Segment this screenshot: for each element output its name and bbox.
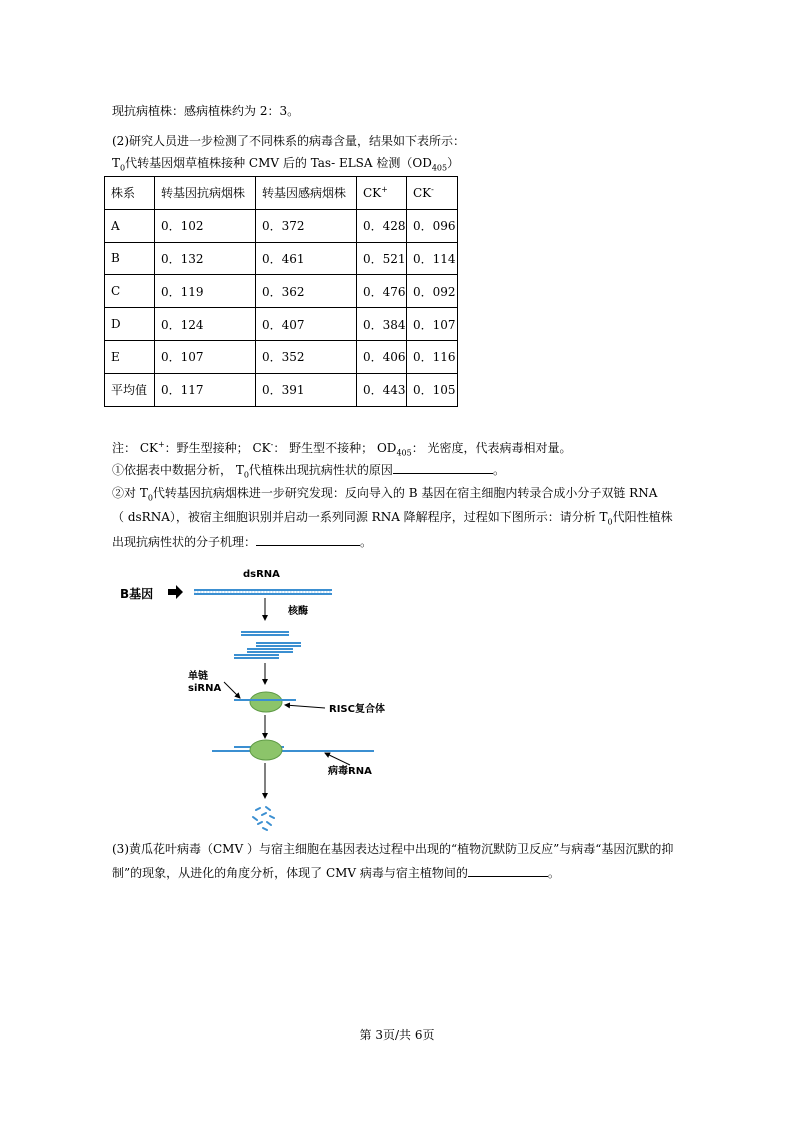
table-cell: 0．362	[256, 275, 357, 308]
table-row	[105, 340, 458, 373]
virus-rna-label: 病毒RNA	[328, 766, 372, 777]
answer-blank[interactable]	[468, 864, 548, 877]
header-cell: 转基因感病烟株	[256, 177, 357, 210]
table-cell: B	[105, 242, 155, 275]
table-caption: $T_0$代转基因烟草植株接种 CMV 后的 Tas- ELSA 检测$(OD_{405})$	[112, 156, 460, 173]
table-cell: 0．119	[155, 275, 256, 308]
single-strand-label: 单链	[188, 671, 208, 682]
paragraph-section-2-intro: (2)研究人员进一步检测了不同株系的病毒含量，结果如下表所示：	[112, 134, 466, 148]
table-cell: 0．384	[357, 308, 407, 341]
risc-complex-label: RISC复合体	[329, 704, 385, 715]
header-cell: 株系	[105, 177, 155, 210]
table-cell: 0．117	[155, 373, 256, 406]
table-cell: 0．107	[155, 340, 256, 373]
table-cell: 0．105	[407, 373, 458, 406]
question-3-line-2: 制”的现象，从进化的角度分析，体现了 CMV 病毒与宿主植物间的 。	[112, 866, 560, 880]
table-cell: 0．096	[407, 209, 458, 242]
rnai-process-diagram	[100, 560, 400, 835]
table-row	[105, 275, 458, 308]
table-note: 注： CK+：野生型接种； CK-： 野生型不接种； $OD_{405}$： 光密度，代表病毒相对量。	[112, 440, 572, 458]
answer-blank[interactable]	[393, 461, 493, 474]
table-cell: E	[105, 340, 155, 373]
table-header-row	[105, 177, 458, 210]
ribozyme-label: 核酶	[288, 606, 308, 617]
table-cell: C	[105, 275, 155, 308]
table-cell: 0．102	[155, 209, 256, 242]
table-cell: 0．352	[256, 340, 357, 373]
question-2-line-3: 出现抗病性状的分子机理： 。	[112, 535, 373, 549]
table-row	[105, 209, 458, 242]
risc-complex	[234, 692, 296, 712]
table-cell: D	[105, 308, 155, 341]
cleaved-dsrna-fragments	[234, 631, 301, 659]
table-cell: 0．476	[357, 275, 407, 308]
dsrna-strand	[194, 589, 332, 595]
table-cell: 0．116	[407, 340, 458, 373]
table-cell: 0．521	[357, 242, 407, 275]
question-2-line-2: （ dsRNA），被宿主细胞识别并启动一系列同源 RNA 降解程序，过程如下图所示：请分析 $T_0$代阳性植株	[112, 510, 673, 527]
table-cell: 0．406	[357, 340, 407, 373]
question-2-line-1: ②对 $T_0$代转基因抗病烟株进一步研究发现：反向导入的 B 基因在宿主细胞内转录合成小分子双链 RNA	[112, 486, 658, 503]
header-cell: CK+	[357, 177, 407, 210]
dsrna-label: dsRNA	[243, 569, 280, 580]
table-cell: 0．428	[357, 209, 407, 242]
risc-bound-viral-rna	[212, 740, 374, 760]
table-cell: 0．092	[407, 275, 458, 308]
page-footer: 第 3页/共 6页	[359, 1028, 435, 1042]
table-cell: 0．372	[256, 209, 357, 242]
table-row	[105, 373, 458, 406]
table-cell: 0．107	[407, 308, 458, 341]
od-results-table	[104, 176, 458, 407]
question-3-line-1: (3)黄瓜花叶病毒（CMV ）与宿主细胞在基因表达过程中出现的“植物沉默防卫反应”与病毒“基因沉默的抑	[112, 842, 674, 856]
table-cell: 0．443	[357, 373, 407, 406]
table-cell: 0．114	[407, 242, 458, 275]
table-cell: 0．461	[256, 242, 357, 275]
degraded-rna-fragments	[253, 807, 274, 830]
table-cell: A	[105, 209, 155, 242]
answer-blank[interactable]	[256, 533, 360, 546]
paragraph-ratio: 现抗病植株：感病植株约为 2：3。	[112, 104, 300, 118]
table-cell: 0．132	[155, 242, 256, 275]
table-cell: 0．391	[256, 373, 357, 406]
table-cell: 平均值	[105, 373, 155, 406]
table-row	[105, 242, 458, 275]
sirna-label: siRNA	[188, 683, 222, 694]
header-cell: CK-	[407, 177, 458, 210]
table-cell: 0．124	[155, 308, 256, 341]
table-cell: 0．407	[256, 308, 357, 341]
question-1: ①依据表中数据分析， $T_0$代植株出现抗病性状的原因 。	[112, 463, 505, 480]
right-arrow-icon	[168, 585, 183, 599]
table-row	[105, 308, 458, 341]
b-gene-label: B基因	[120, 587, 154, 601]
header-cell: 转基因抗病烟株	[155, 177, 256, 210]
